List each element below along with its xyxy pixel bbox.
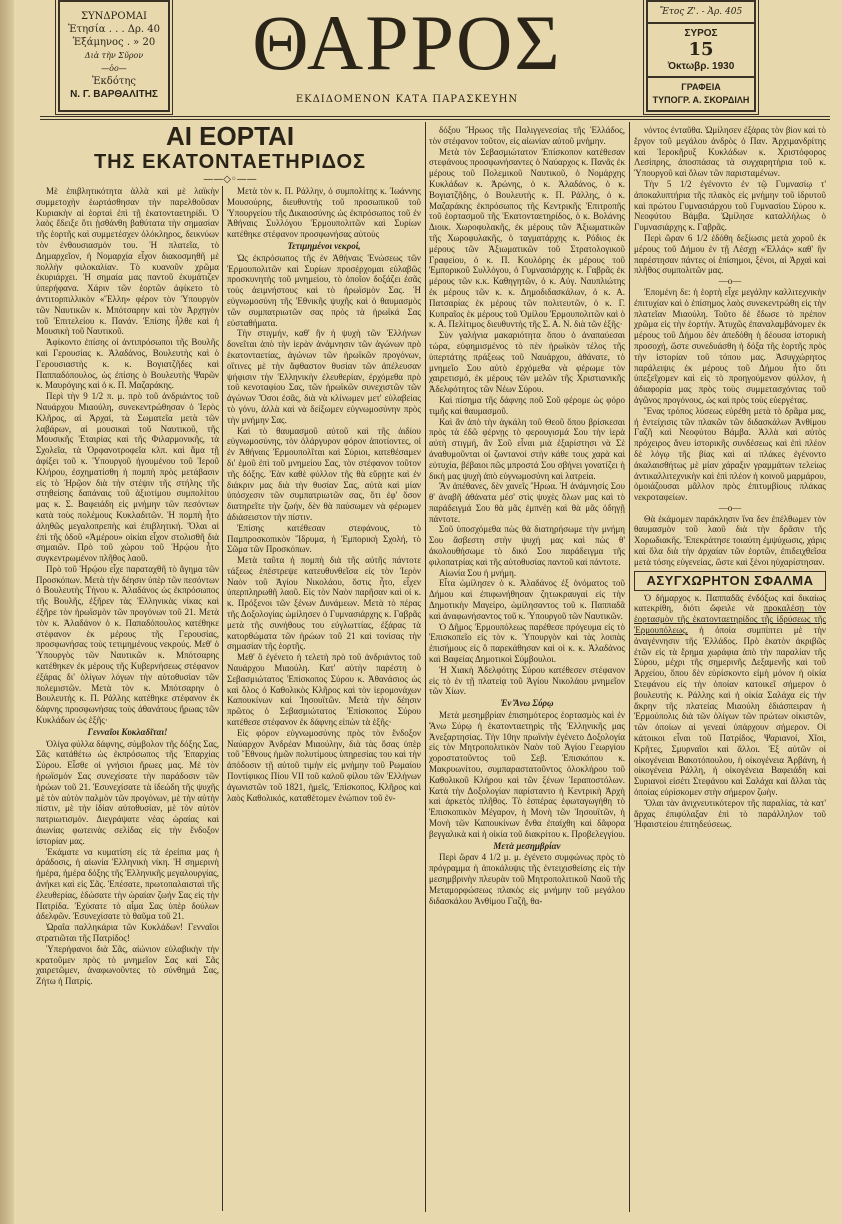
offices-label: ΓΡΑΦΕΙΑ (681, 82, 721, 92)
page-edge-shadow (0, 0, 14, 1224)
paragraph: δόξου Ἥρωος τῆς Παλιγγενεσίας τῆς Ἑλλάδος, τὸν στέφανον τοῦτον, εἰς αἰωνίαν αὐτοῦ μνήμην. (429, 125, 625, 146)
paragraph: Ὁ Δῆμος Ἑρμουπόλεως παρέθεσε πρόγευμα εἰς τὸ Ἐπισκοπεῖο εἰς τὸν κ. Ὑπουργὸν καὶ τὰς λοιπὰς ἐπισήμους εἰς ὃ παρεκάθησαν καὶ οἱ κ. κ. Ἀλαδάνος καὶ Βαφείας Δημοτικοὶ Σύμβουλοι. (429, 621, 625, 665)
paragraph: Μετὰ τὸν Σεβασμιώτατον Ἐπίσκοπον κατέθεσαν στεφάνους προσφωνήσαντες ὁ Ναύαρχος κ. Πανᾶς ἐκ μέρους τοῦ Πολεμικοῦ Ναυτικοῦ, ὁ Νομάρχης Κυκλάδων κ. Ἀρώνης, ὁ κ. Ἀλαδάνος, ὁ κ. Βογιατζῆδης, ὁ Βουλευτὴς κ. Π. Ράλλης, ὁ κ. Μαζαράκης ἐκπρόσωπος τῆς Κεντρικῆς Ἐπιτροπῆς τοῦ ἑορτασμοῦ τῆς Ἑκατονταετηρίδος, ὁ κ. Βολάνης Διοικ. Χωροφυλακῆς, ἐκ μέρους τῶν Ἀξιωματικῶν τῆς Χωροφυλακῆς, ὁ ταγματάρχης κ. Ρόδιος ἐκ μέρους τῶν Ἀξιωματικῶν τοῦ Στρατολογικοῦ Γραφείου, ὁ κ. Π. Κουλόρης ἐκ μέρους τοῦ Ἐμπορικοῦ Συλλόγου, ὁ Γυμνασιάρχης κ. Γαβρᾶς ἐκ μέρους τῶν κ.κ. Καθηγητῶν, ὁ κ. Αὐγ. Ναυπλιώτης ἐκ μέρους τῶν κ. κ. Δημοδιδασκάλων, ὁ κ. Α. Πατσαρίας ἐκ μέρους τῶν πολιτευτῶν, ὁ κ. Γ. Κυπραῖος ἐκ μέρους τοῦ Ὁμίλου Ἑρμουπολιτῶν καὶ ὁ κ. Α. Πελίτιμος διευθυντὴς τῆς Σ. Α. Ν. διὰ τῶν ἑξῆς· (429, 146, 625, 330)
paragraph: Περὶ ὥραν 6 1/2 ἐδόθη δεξίωσις μετὰ χοροῦ ἐκ μέρους τοῦ Δήμου ἐν τῇ Λέσχῃ «Ἑλλάς» καθ' ἣν παρέστησαν πάντες οἱ ἐπίσημοι, ξένοι, αἱ Ἀρχαὶ καὶ πλῆθος συμπολιτῶν μας. (634, 232, 826, 276)
text-run: ἡ ὁποία συμπίπτει μὲ τὴν ἀναγέννησιν τῆς Ἑλλάδος. Πρὸ ἑκατὸν ἀκριβῶς ἐτῶν εἰς τὰ ἔρημα χωράφια ἀπὸ τὴν παραλίαν τῆς Σύρου, μέχρι τῆς σημερινῆς Δεξαμενῆς καὶ τοῦ Ἀρχείου, ὅπου δὲν εὑρίσκοντο εἰμὴ μόνον ἡ οἰκία Στεφάνου εἰς τὴν ὁποίαν κατοικεῖ σήμερον ὁ βουλευτὴς κ. Ράλλης καὶ ἡ οἰκία Σαλάχα εἰς τὴν ἄκρην τῆς πλατείας Μιαούλη ἐδιάσπειραν ἡ Ἑρμούπολις διὰ τῶν ὁλίγων τῶν πρώτων οἰκιστῶν, τῶν ὁποίων αἱ γενεαὶ ὑπάρχουν σήμερον. Οἱ κάτοικοι εἶναι τοῦ Πατρίδος, Ψαριανοί, Χῖοι, Κρῆτες, Σμυρναῖοι καὶ ἄλλοι. Ἐξ αὐτῶν οἱ οἰκογένειαι Βακοτόπουλου, ἡ οἰκογένεια Ἀρβάνη, ἡ οἰκογένεια Ράλλη, ἡ οἰκογένεια Βαφειάδη καὶ Συριανοὶ εἰσέτι Στεφάνου καὶ Σαλάχα καὶ ἄλλαι τὰς ὁποίας εὑρίσκομεν στὴν σήμερον ζωὴν. (634, 625, 826, 798)
paragraph: Σὺν γαλήνια μακαριότητα ὅπου ὁ ἀναπαύεσαι τώρα, εὐφημισμένος τὸ πὲν ἡρωϊκὸν τέλος τῆς ὑπερτάτης πράξεως τοῦ Ναυάρχου, ἀθάνατε, τὸ μνημεῖο Σου αὐτὸ ἐρχόμεθα νὰ φέρωμε τὸν χαιρετισμό, ἐκ μέρους τῶν μελῶν τῆς Χριστιανικῆς Ἀδελφότητος τῶν Νέων Σύρου. (429, 330, 625, 395)
offices-name: ΤΥΠΟΓΡ. Α. ΣΚΟΡΔΙΛΗ (652, 95, 750, 105)
ornament-divider: ——◇◦—— (203, 174, 257, 185)
subscription-semiannual: Ἑξάμηνος . » 20 (72, 37, 156, 48)
paragraph: Ἐκάματε να κυματίση εἰς τὰ ἐρείπια μας ἡ ἀράδοσις, ἡ αἰωνία Ἑλληνικὴ νίκη. Ἡ σημερινὴ ἡμέρα, ἡμέρα δόξης τῆς Ἑλληνικῆς μεγαλουργίας, ἀνήκει καὶ εἰς Σᾶς. Ἐπέσατε, πρωτοπαλαισταὶ τῆς ἐλευθερίας, ἐδώσατε τὴν ὡραίαν ζωήν Σας εἰς τὴν Πατρίδα. Ἐχύσατε τὸ αἷμα Σας ὑπὲρ δούλων ἀδελφῶν. Ἐσυνεχίσατε τὸ θαῦμα τοῦ 21. (36, 846, 219, 922)
column-4 (634, 125, 826, 830)
paragraph: Πρὸ τοῦ Ἡρῴου εἶχε παραταχθῆ τὸ ἄγημα τῶν Προσκόπων. Μετὰ τὴν δέησιν ὑπὲρ τῶν πεσόντων ὁ Βουλευτὴς Τήνου κ. Ἀλαδάνος ὡς ἐκπρόσωπος τῆς Βουλῆς, ἐξῆρεν τὰς Ἑλληνικὰς νίκας καὶ ἐξῆρε τὸν ἡρωϊσμὸν τῶν προγόνων τοῦ 21. Μετὰ τὸν κ. Ἀλαδάνον ὁ κ. Παπαδόπουλος κατέθηκε στέφανον ἐκ μέρους τῆς Γερουσίας, προσφωνήσας τοὺς τετιμημένους νεκρούς. Μεθ' ὁ Ὑπουργὸς τῶν Ναυτικῶν κ. Μπότσαρης κατέθηκεν ἐκ μέρους τῆς Κυβερνήσεως στέφανον ἐξάρας δι' ὀλίγων λόγων τὴν αὐτοθυσίαν τῶν πολεμιστῶν. Μετὰ τὸν κ. Μπότσαρην ὁ Βουλευτὴς κ. Π. Ράλλης κατέθηκε στέφανον ἐκ δάφνης προσφωνήσας τοὺς ἀθανάτους ἥρωας τῶν Κυκλάδων ὡς ἑξῆς· (36, 563, 219, 726)
header-rule (40, 119, 830, 120)
subscriptions-box (58, 0, 170, 112)
section-heading: Μετὰ μεσημβρίαν (493, 840, 561, 851)
boxed-headline: ΑΣΥΓΧΩΡΗΤΟΝ ΣΦΑΛΜΑ (634, 571, 826, 591)
paragraph: Ἂν ἀπέθανες, δὲν χανεῖς Ἥρωα. Ἡ ἀνάμνησίς Σου θ' ἀναβῆ ἀθάνατα μέσ' στὶς ψυχὲς ὅλων μας καὶ τὸ παράδειγμά Σου θὰ μᾶς ἐμπνέῃ καὶ θὰ μᾶς ὁδηγῇ πάντοτε. (429, 481, 625, 524)
paragraph: Τὴν 5 1/2 ἐγένοντο ἐν τῷ Γυμνασίῳ τ' ἀποκαλυπτήρια τῆς πλακὸς εἰς μνήμην τοῦ ἱδρυτοῦ καὶ πρώτου Γυμνασιάρχου τοῦ Γυμνασίου Σύρου κ. Νεοφύτου Βάμβα. Ὡμίλησε καταλλήλως ὁ Γυμνασιάρχης κ. Γαβρᾶς. (634, 178, 826, 233)
paragraph: Μετὰ τὸν κ. Π. Ράλλην, ὁ συμπολίτης κ. Ἰωάννης Μουσούρης, διευθυντὴς τοῦ προσωπικοῦ τοῦ Ὑπουργείου τῆς Δικαιοσύνης ὡς ἐκπρόσωπος τοῦ ἐν Ἀθήναις Συλλόγου Ἑρμουπολιτῶν καὶ Συρίων κατέθηκε στέφανον προσφωνήσας αὐτοὺς (227, 186, 421, 240)
column-rule (425, 122, 426, 1212)
paragraph: Καὶ πίσημα τῆς δάφνης ποῦ Σοῦ φέρομε ὡς φόρο τιμῆς καὶ θαυμασμοῦ. (429, 394, 625, 416)
subscription-annual: Ἐτησία . . . Δρ. 40 (68, 24, 160, 35)
subscription-separator: —ὁο— (101, 64, 127, 73)
separator: —ο— (718, 276, 742, 287)
headline-sub: ΤΗΣ ΕΚΑΤΟΝΤΑΕΤΗΡΙΔΟΣ (93, 151, 367, 173)
column-rule (222, 186, 223, 1211)
column-1 (36, 186, 219, 987)
section-heading: Γενναῖοι Κυκλαδῖται! (87, 726, 168, 737)
paragraph: Σοῦ ὑποσχόμεθα πὼς θὰ διατηρήσωμε τὴν μνήμη Σου ἄσβεστη στὴν ψυχή μας καὶ πὼς θ' ἀκολουθήσωμε τὸ δικό Σου παράδειγμα τῆς φιλοπατρίας καὶ τῆς αὐτοθυσίας παντοῦ καὶ πάντοτε. (429, 524, 625, 567)
newspaper-title: ΘΑΡΡΟΣ (252, 0, 562, 86)
column-rule (629, 122, 630, 1212)
paragraph: Ὡραῖα παλληκάρια τῶν Κυκλάδων! Γενναῖοι στρατιῶται τῆς Πατρίδος! (36, 922, 219, 943)
paragraph: νόντος ἐνταῦθα. Ὡμίλησεν ἐξάρας τὸν βίον καὶ τὸ ἔργον τοῦ μεγάλου ἀνδρὸς ὁ Παν. Ἀρχιμανδρίτης καὶ Ἱεροκῆρυξ Κυκλάδων κ. Χριστόφορος Λεσίπρης, ἀποσπάσας τὰ συγχαρητήρια τοῦ κ. Ὑπουργοῦ καὶ ὅλων τῶν παρισταμένων. (634, 125, 826, 179)
paragraph: Ὅλαι τὰν ἀνιχνευτικότερον τῆς παραλίας, τὰ κατ' ἄρχας ἐπιφύλαξαν ἐπὶ τὸ παράλληλον τοῦ Ἡφαιστείου ἐπιτηδεύσεως. (634, 797, 826, 830)
paragraph: Αἰωνία Σου ἡ μνήμη. (439, 567, 517, 578)
paragraph: Μεθ' ὃ ἐγένετο ἡ τελετὴ πρὸ τοῦ ἀνδριάντος τοῦ Ναυάρχου Μιαούλη. Κατ' αὐτὴν παρέστη ὁ Σεβασμιώτατος Ἐπίσκοπος Σύρου κ. Ἀθανάσιος ὡς καὶ ὅλος ὁ Καθολικὸς Κλῆρος καὶ τὸν ἱερομονάχων Καπουκίνων καὶ Ἰησουϊτῶν. Μετὰ τὴν δέησιν πρῶτος ὁ Σεβασμιώτατος Ἐπίσκοπος Σύρου κατέθεσε στέφανον ἐκ δάφνης εἰπὼν τὰ ἑξῆς· (227, 652, 421, 728)
issue-year-number: Ἔτος Ζ'. - Ἀρ. 405 (659, 7, 743, 17)
paragraph: Μετὰ ταῦτα ἡ πομπὴ διὰ τῆς αὐτῆς πάντοτε τάξεως ἐπέστρεψε κατευθυνθεῖσα εἰς τὸν Ἱερὸν Ναὸν τοῦ Ἁγίου Νικολάου, ὅστις ἦτο, εἶχεν ὑπερπληρωθῆ λαοῦ. Εἰς τὸν Ναὸν παρῆσαν καὶ οἱ κ. κ. Πρόξενοι τῶν ξένων Δυνάμεων. Μετὰ τὸ πέρας τῆς Δοξολογίας ὡμίλησεν ὁ Γυμνασιάρχης κ. Γαβρᾶς μετὰ τῆς συνήθους του εὐγλωττίας, ἐξάρας τὰ κατορθώματα τῶν ἡρώων τοῦ 21 καὶ τονίσας τὴν σημασίαν τῆς ἑορτῆς. (227, 555, 421, 652)
newspaper-subtitle: ΕΚΔΙΔΟΜΕΝΟΝ ΚΑΤΑ ΠΑΡΑΣΚΕΥΗΝ (295, 94, 519, 105)
paragraph: Καὶ τὸ θαυμασμοῦ αὐτοῦ καὶ τῆς ἀιδίου εὐγνωμοσύνης, τὸν ὁλάργυρον φόρον ἀποτίοντες, οἱ ἐν Ἀθήναις Ἑρμουπολῖται καὶ Σύριοι, κατεθέσαμεν δι' ἐμοῦ ἐπὶ τοῦ μνημείου Σας, τὸν στέφανον τοῦτον τῆς δόξης. Ἐὰν καθὲ φύλλον τῆς θὰ εὕρῃτε καὶ ἐν διάκριν μας διὰ τὴν θυσίαν Σας, αὐτὰ καὶ μίαν ὑπόσχεσιν τῶν συμπατριωτῶν σας, ὅτι ἐφ' ὅσον διατηρεῖτε τὴν ζωήν, δὲν θὰ παύσωμεν νὰ φέρωμεν ἀδιάσειστον τὴν πίστιν. (227, 425, 421, 522)
subscription-note: Διὰ τὴν Σῦρον (84, 51, 144, 60)
paragraph: Ἕνας τρόπος λύσεως εὑρέθη μετὰ τὸ δρᾶμα μας, ἡ ἐντείχισις τῶν πλακῶν τῶν διδασκάλων Ἀνθίμου Γαζῆ καὶ Νεοφύτου Βάμβα. Ἀλλὰ καὶ αὐτὸς πρόχειρος ἄνευ ἱστορικῆς συνδέσεως καὶ ἐπὶ πλέον δὲ λόγῳ τῆς βίας καὶ αἱ πλάκες ἐγένοντο ἀκαλαισθήτως μὲ μίαν χάραξιν γραμμάτων τελείως ἀντικαλλιτεχνικὴν καὶ ἐπὶ πλέον ἡ κοινοῦ μαρμάρου, ὁμοιάζουσαι μᾶλλον πρὸς ἐπιτυμβίους πλάκας νεκροταφείων. (634, 405, 826, 503)
column-3 (429, 125, 625, 906)
section-heading: Τετιμημένοι νεκροί, (287, 240, 361, 251)
header-rule (40, 116, 830, 117)
publisher-name: Ν. Γ. ΒΑΡΘΑΛΙΤΗΣ (70, 89, 158, 100)
issue-month-year: Ὀκτωβρ. 1930 (667, 61, 735, 72)
column-2 (227, 186, 421, 803)
paragraph: Ἡ Χιακὴ Ἀδελφότης Σύρου κατέθεσεν στέφανον εἰς τὸ ἐν τῇ πλατείᾳ τοῦ Ἁγίου Νικολάου μνημεῖον τῶν Χίων. (429, 664, 625, 697)
issue-box (646, 0, 756, 112)
underlined-text: προκαλέσῃ τὸν ἑορτασμὸν τῆς ἑκατονταετηρίδος τῆς ἱδρύσεως τῆς Ἑρμουπόλεως, (634, 603, 826, 636)
issue-place: ΣΥΡΟΣ (684, 28, 718, 39)
separator: —ο— (718, 502, 742, 513)
paragraph (634, 593, 826, 798)
paragraph: Περὶ τὴν 9 1/2 π. μ. πρὸ τοῦ ἀνδριάντος τοῦ Ναυάρχου Μιαούλη, συνεκεντρώθησαν ὁ Ἱερὸς Κλῆρος, αἱ Ἀρχαί, τὰ Σωματεῖα μετὰ τῶν λαβάρων, αἱ μουσικαὶ τοῦ Ναυτικοῦ, τῆς Μουσικῆς Ἑταιρίας καὶ τῆς Φιλαρμονικῆς, τὰ Σχολεῖα, τὰ Ὀρφανοτροφεῖα κλπ. καὶ ἅμα τῇ ἀφίξει τοῦ κ. Ὑπουργοῦ ἡγουμένου τοῦ Ἱεροῦ Κλήρου, ἐσχηματίσθη ἡ πομπὴ πρὸς μετάβασιν εἰς τὸ Ἡρῷον διὰ τὴν στέψιν τῆς στήλης τῆς στηθείσης δαπάναις τοῦ ἀξιοτίμου συμπολίτου μας κ. Σ. Βαφειάδη εἰς μνήμην τῶν πεσόντων κατὰ τοὺς πολέμους Κυκλαδιτῶν. Ἡ πομπὴ ἦτο ἀληθῶς μεγαλοπρεπὴς καὶ ἐπιβλητική. Ὅλαι αἱ ἐπὶ τῆς ὁδοῦ «Ἀμέρου» οἰκίαι εἶχον στολισθῆ διὰ σημαιῶν. Πρὸ τοῦ χώρου τοῦ Ἡρῴου ἦτο συγκεντρωμένον πλῆθος λαοῦ. (36, 391, 219, 564)
section-heading: Ἐν Ἄνω Σύρῳ (500, 698, 554, 709)
paragraph: Εἰς φόρον εὐγνωμοσύνης πρὸς τὸν ἔνδοξον Ναύαρχον Ἀνδρέαν Μιαούλην, διὰ τὰς ὅσας ὑπὲρ τοῦ Ἔθνους ἡμῶν πολυτίμους ὑπηρεσίας του καὶ τὴν ἀπόδοσιν τῇ αὐτοῦ τιμὴν εἰς μνήμην τοῦ Ρωμαίου Ποντίφικος Πίου VII τοῦ καλοῦ φίλου τῶν Ἑλλήνων ἀγωνιστῶν τοῦ 1821, ἡμεῖς, Ἐπίσκοπος, Κλῆρος καὶ λαὸς Καθολικός, καταθέτομεν ἐνώπιον τοῦ ἐν- (227, 727, 421, 803)
paragraph: Τὴν στιγμήν, καθ' ἣν ἡ ψυχὴ τῶν Ἑλλήνων δονεῖται ἀπὸ τὴν ἱερὰν ἀνάμνησιν τῶν ἀγώνων πρὸ ἑκατονταετίας, ἀγώνων τῶν ἡρωϊκῶν προγόνων, οἵτινες μὲ τὴν ἄφθαστον θυσίαν τῶν ἀπέλευσαν ψήφισιν τὴν Ἑλληνικὴν ἐλευθερίαν, ἐρχόμεθα πρὸ τοῦ κενοταφίου Σας, τῶν ἡρωϊκῶν συνεχιστῶν τῶν ἀγώνων Ὅσοι ἐσᾶς, διὰ νὰ κλίνωμεν μετ' εὐλαβείας τὸ γόνυ, ἀλλὰ καὶ νὰ δείξωμεν εὐγνωμοσύνην πρὸς τὴν μνήμην Σας. (227, 328, 421, 425)
subscriptions-heading: ΣΥΝΔΡΟΜΑΙ (81, 11, 147, 22)
paragraph: Ἀφίκοντο ἐπίσης οἱ ἀντιπρόσωποι τῆς Βουλῆς καὶ Γερουσίας κ. Ἀλαδάνος, Βουλευτὴς καὶ ὁ Γερουσιαστὴς κ. κ. Βογιατζῆδες καὶ Παππαδόπουλος, ὡς ἐπίσης ὁ Βουλευτὴς Ψαρῶν κ. Μαυρόγιης καὶ ὁ κ. Π. Μαζαράκης. (36, 337, 219, 391)
text-run: Ὁ δήμαρχος κ. Παππαδᾶς ἐνδόξως καὶ δικαίως κατεκρίθη, διότι ὤφειλε νὰ (634, 592, 826, 614)
issue-day: 15 (688, 39, 714, 60)
paragraph: Θὰ ἐκάμομεν παράκλησιν ἵνα δεν ἐπέλθωμεν τὸν θαυμασμὸν τοῦ λαοῦ διὰ τὴν δρᾶσιν τῆς Χορωδιακῆς. Ἐπεκράτησε τοιαύτη ἐμψύχωσις, χάρις καὶ ὅλα διὰ τὴν ἀρχαίαν τῶν ἑορτῶν, ἐπιδειχθεῖσα μετὰ τόσης εὐγενείας, ὥστε καὶ ξένοι ηὐχαρίστησαν. (634, 513, 826, 567)
paragraph: Καὶ ἂν ἀπὸ τὴν ἀγκάλη τοῦ Θεοῦ ὅπου βρίσκεσαι πρὸς τὰ ἐδῶ φέρνῃς τὸ φερουγισμά Σου τὴν ἱερὰ αὐτὴ στιγμή, ἂν Σοῦ εἶναι μιὰ ἐξαρίστησι νὰ Σὲ ἀναθυμοῦνται οἱ ζωντανοί στὴν κάθε τους χαρὰ καὶ εὐτυχία, βέβαιοι πῶς μπροστά Σου σβήνει γονατίζει ἡ δική μας ψυχὴ ἀπὸ εὐγνωμοσύνη καὶ λατρεία. (429, 416, 625, 481)
paragraph: Μὲ ἐπιβλητικότητα ἀλλὰ καὶ μὲ λαϊκὴν συμμετοχὴν ἑωρτάσθησαν τὴν παρελθοῦσαν Κυριακὴν αἱ ἑορταὶ ἐπὶ τῇ ἑκατονταετηρίδι. Ὁ λαὸς ἔδειξε ὅτι ᾐσθάνθη βαθύτατα τὴν σημασίαν τῆς ἑορτῆς καὶ συμμετέσχεν ὁλόκληρος, δεικνύων τὸν ἐνθουσιασμόν του. Ἡ πλατεῖα, τὸ Δημαρχεῖον, ἡ Νομαρχία εἶχον διακοσμηθῆ μὲ πολλὴν φιλοκαλίαν. Τὸ κυανοῦν χρῶμα ἐκυριάρχει. Ἡ σημαία μας παντοῦ ἐκυμάτιζεν ὑπερήφανα. Χάριν τῶν ἑορτῶν ἀφίκετο τὸ ἀντιτορπιλλικὸν «Ἕλλη» φέρον τὸν Ὑπουργὸν τῶν Ναυτικῶν κ. Μπότσαρην καὶ τὸν Ἀρχηγὸν τοῦ Ἐπιτελείου κ. Πανάν. Ἐπίσης ἦλθε καὶ ἡ Μουσικὴ τοῦ Ναυτικοῦ. (36, 186, 219, 337)
issue-divider (648, 76, 754, 78)
paragraph: Ὡς ἐκπρόσωπος τῆς ἐν Ἀθήναις Ἑνώσεως τῶν Ἑρμουπολιτῶν καὶ Συρίων προσέρχομαι εὐλαβῶς προσκυνητὴς τοῦ μνημείου, τὸ ὁποῖον δοξάζει ἐσᾶς τοὺς ἀειμνήστους καὶ τὸ ἡρωϊσμὸν Σας. Ἡ εὐγνωμοσύνη τῆς Ἐθνικῆς ψυχῆς καὶ ὁ θαυμασμὸς τῶν συμπατριωτῶν σας πρὸς τὰ ἡρωϊκά Σας εὐσταθήματα. (227, 252, 421, 328)
issue-divider (648, 22, 754, 24)
publisher-label: Ἐκδότης (92, 76, 136, 87)
paragraph: Περὶ ὥραν 4 1/2 μ. μ. ἐγένετο συμφώνως πρὸς τὸ πρόγραμμα ἡ ἀποκάλυψις τῆς ἐντειχισθείσης εἰς τὴν μεσημβρινὴν πλευρὰν τοῦ Μητροπολιτικοῦ Ναοῦ τῆς Μεταμορφώσεως πλακὸς εἰς μνήμην τοῦ μεγάλου διδασκάλου Ἀνθίμου Γαζῆ, θα- (429, 852, 625, 906)
paragraph: Μετὰ μεσημβρίαν ἐπισημότερος ἑορτασμὸς καὶ ἐν Ἄνω Σύρῳ ἡ ἑκατονταετηρὶς τῆς Ἑλληνικῆς μας Ἀνεξαρτησίας. Τὴν 10ην πρωϊνὴν ἐγένετο Δοξολογία εἰς τὸν Μητροπολιτικὸν Ναὸν τοῦ Ἁγίου Γεωργίου χοροστατοῦντος τοῦ Σεβ. Ἐπισκόπου κ. Μακρυωνίτου, συμπαραστατοῦντος ὁλοκλήρου τοῦ Καθολικοῦ Κλήρου καὶ τῶν ξένων Ἱεραποστόλων. Κατὰ τὴν Δοξολογίαν παρίσταντο ἡ Κεντρικὴ Ἀρχὴ καὶ ἀρκετὸς πλῆθος. Τὸ ἑσπέρας ἐφωταγωγήθη τὸ Ἐπισκοπικὸν Μέγαρον, ἡ Μονὴ τῶν Ἰησουϊτῶν, ἡ Μονὴ τῶν Καπουκίνων ἔνθα ἐπαίχθη καὶ δᾶφορα βεγγαλικὰ καὶ ἡ οἰκία τοῦ διακρίτου κ. Προβελεγγίου. (429, 710, 625, 839)
paragraph: Ὀλίγα φύλλα δάφνης, σύμβολον τῆς δόξης Σας, Σᾶς κατάθέτω ὡς ἐκπρόσωπος τῆς Ἐπαρχίας Σύρου. Εἶσθε οἱ γνήσιοι ἥρωες μας. Μὲ τὸν ἡρωϊσμόν Σας συνεχίσατε τὴν παράδοσιν τῶν ἡρώων τοῦ 21. Ἐσυνεχίσατε τὰ ἰδεώδη τῆς ψυχῆς μὲ τὸν αὐτὸν παλμὸν τῶν προγόνων, μὲ τὴν αὐτὴν πίστιν, μὲ τὴν ἰδίαν αὐτοθυσίαν, μὲ τὸν αὐτὸν πατριωτισμόν. Διεγράψατε νέας ὡραίας καὶ ἀιωνίας φωτεινὰς σελίδας εἰς τὴν ἔνδοξον ἱστορίαν μας. (36, 738, 219, 846)
paragraph: Ὑπερήφανοι διὰ Σᾶς, αἰώνιον εὐλαβικὴν τὴν κρατοῦμεν πρὸς τὸ μνημεῖον Σας καὶ Σᾶς χαιρετῶμεν, ἀναφωνοῦντες τὸ σύνθημά Σας, Ζήτω ἡ Πατρίς. (36, 943, 219, 987)
paragraph: Εἶτα ὡμίλησεν ὁ κ. Ἀλαδάνος ἐξ ὀνόματος τοῦ Δήμου καὶ ἐπιφωνήθησαν ζητωκραυγαὶ εἰς τὴν Δημοτικὴν Μαγείρο, ὡμίλησαντος τοῦ κ. Παππαδᾶ καὶ ἀναφωνήσαντος τοῦ κ. Ὑπουργοῦ τῶν Ναυτικῶν. (429, 578, 625, 621)
headline-main: ΑΙ ΕΟΡΤΑΙ (165, 121, 295, 151)
paragraph: Ἐπίσης κατέθεσαν στεφάνους, τὸ Παμπροσκοπικὸν Ἵδρυμα, ἡ Ἐμπορικὴ Σχολή, τὸ Σῶμα τῶν Προσκόπων. (227, 522, 421, 555)
paragraph: Ἐπομένη δε: ἡ ἑορτὴ εἶχε μεγάλην καλλιτεχνικὴν ἐπιτυχίαν καὶ ὁ ἐπίσημος λαὸς συνεκεντρώθη εἰς τὴν πλατεῖαν Μιαούλη. Τοῦτο δὲ ἔδωσε τὸ πρέπον χρῶμα εἰς τὴν ἑορτήν. Ἀτυχῶς ἐπαναλαμβάνομεν ἐκ μέρους τοῦ Δήμου δὲν ἀπεδόθη ἡ δέουσα ἱστορικὴ προσοχή, ὥστε συνεδυάσθη ἡ δόξα τῆς ἑορτῆς πρὸς τὴν ἱστορίαν τοῦ τόπου μας. Ἀσυγχώρητος παράλειψις ἐκ μέρους τοῦ Δήμου ἦτο ὅτι ὑπεξεῖχομεν καὶ εἰς τὸ προηγούμενον φύλλον, ἡ ἀδιαφορία μας πρὸς τοὺς συμμετασχόντας τοῦ ἀγῶνος προγόνους, ὡς καὶ πρὸς τοὺς εὐεργέτας. (634, 286, 826, 405)
